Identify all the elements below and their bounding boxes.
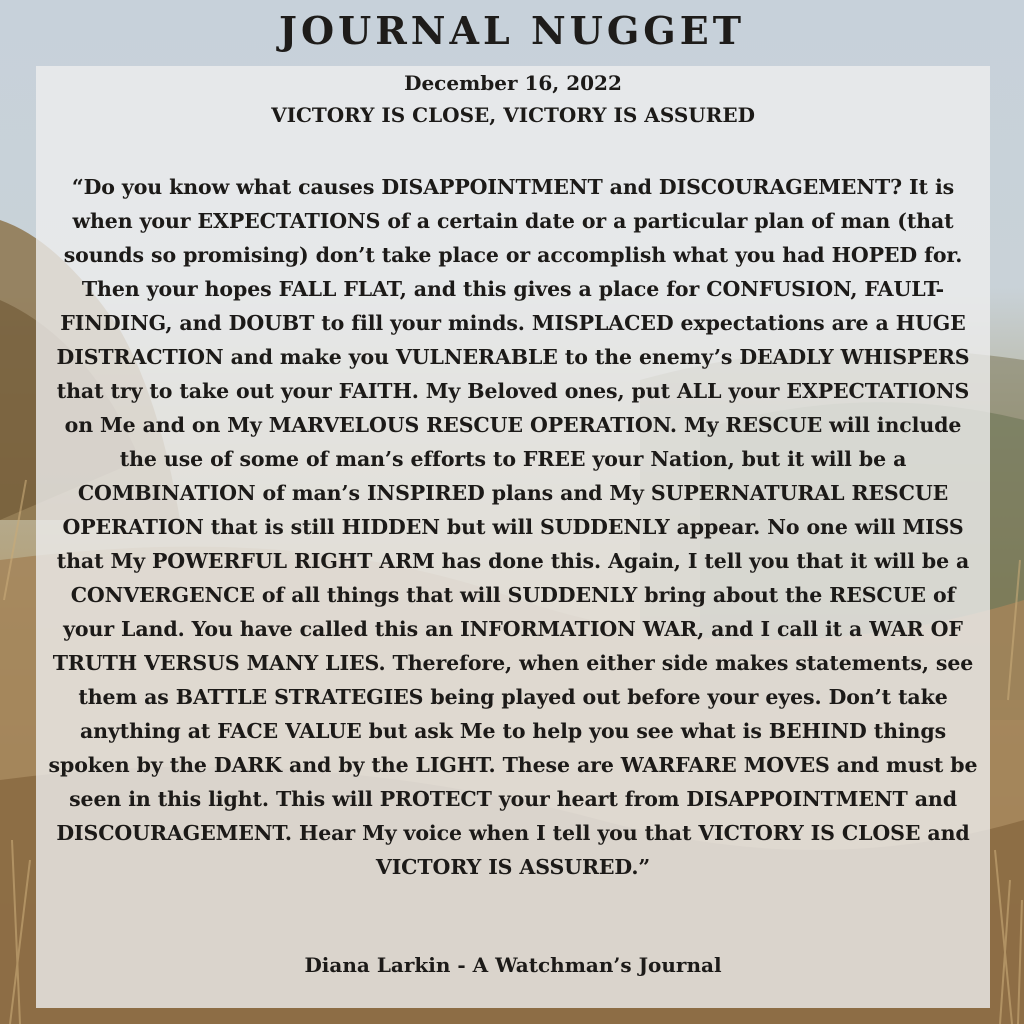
entry-date: December 16, 2022 (404, 71, 622, 95)
entry-title: VICTORY IS CLOSE, VICTORY IS ASSURED (271, 103, 755, 127)
journal-panel (36, 66, 990, 1008)
entry-signature: Diana Larkin - A Watchman’s Journal (304, 953, 722, 977)
page-title: JOURNAL NUGGET (279, 8, 745, 53)
entry-body: “Do you know what causes DISAPPOINTMENT and DISCOURAGEMENT? It is when your EXPECTATIONS of a certain date or a particular plan of man (that sounds so promising) don’t take place or accomplish what you had HOPED for. Then your hopes FALL FLAT, and this gives a place for CONFUSION, FAULT-FINDING, and DOUBT to fill your minds. MISPLACED expectations are a HUGE DISTRACTION and make you VULNERABLE to the enemy’s DEADLY WHISPERS that try to take out your FAITH. My Beloved ones, put ALL your EXPECTATIONS on Me and on My MARVELOUS RESCUE OPERATION. My RESCUE will include the use of some of man’s efforts to FREE your Nation, but it will be a COMBINATION of man’s INSPIRED plans and My SUPERNATURAL RESCUE OPERATION that is still HIDDEN but will SUDDENLY appear. No one will MISS that My POWERFUL RIGHT ARM has done this. Again, I tell you that it will be a CONVERGENCE of all things that will SUDDENLY bring about the RESCUE of your Land. You have called this an INFORMATION WAR, and I call it a WAR OF TRUTH VERSUS MANY LIES. Therefore, when either side makes statements, see them as BATTLE STRATEGIES being played out before your eyes. Don’t take anything at FACE VALUE but ask Me to help you see what is BEHIND things spoken by the DARK and by the LIGHT. These are WARFARE MOVES and must be seen in this light. This will PROTECT your heart from DISAPPOINTMENT and DISCOURAGEMENT. Hear My voice when I tell you that VICTORY IS CLOSE and VICTORY IS ASSURED.” (48, 175, 978, 879)
